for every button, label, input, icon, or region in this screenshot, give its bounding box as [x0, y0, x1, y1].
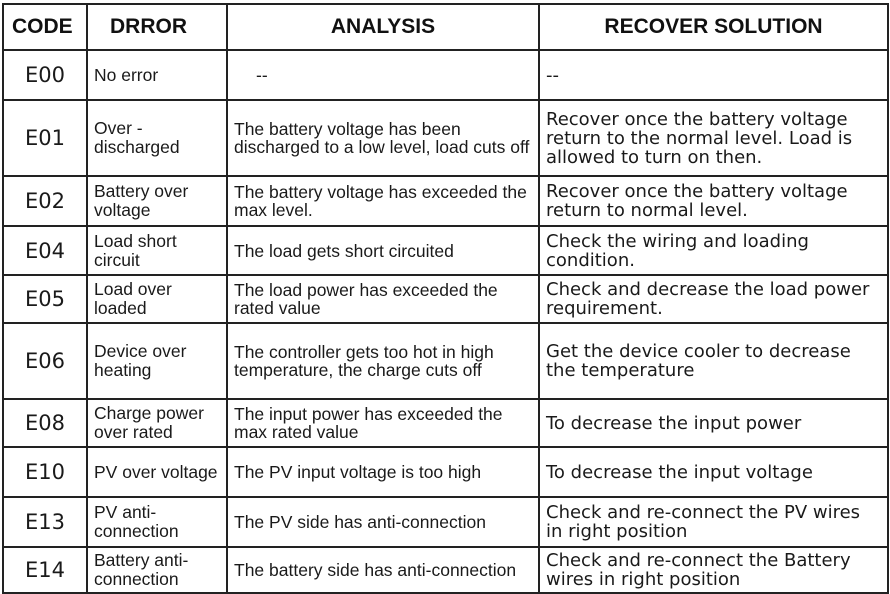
- error-name-cell: Charge power over rated: [87, 399, 227, 447]
- solution-cell: Recover once the battery voltage return to normal level.: [539, 176, 888, 226]
- table-row: [3, 100, 888, 176]
- table-row: [3, 323, 888, 399]
- table-row: [3, 176, 888, 226]
- header-row: [3, 4, 888, 50]
- error-name-cell: Device over heating: [87, 323, 227, 399]
- error-name-cell: Load short circuit: [87, 226, 227, 275]
- header-error: DRROR: [87, 4, 227, 50]
- error-code-cell: E06: [3, 323, 87, 399]
- header-code: CODE: [3, 4, 87, 50]
- error-code-table: [2, 3, 889, 594]
- error-code-cell: E01: [3, 100, 87, 176]
- analysis-cell: --: [227, 50, 539, 100]
- table-row: [3, 547, 888, 593]
- error-name-cell: No error: [87, 50, 227, 100]
- analysis-cell: The input power has exceeded the max rated value: [227, 399, 539, 447]
- table-header: [3, 4, 888, 50]
- error-name-cell: Over -discharged: [87, 100, 227, 176]
- error-name-cell: Battery anti-connection: [87, 547, 227, 593]
- header-analysis: ANALYSIS: [227, 4, 539, 50]
- error-code-cell: E00: [3, 50, 87, 100]
- header-solution: RECOVER SOLUTION: [539, 4, 888, 50]
- table-row: [3, 226, 888, 275]
- error-name-cell: PV over voltage: [87, 447, 227, 497]
- analysis-cell: The PV side has anti-connection: [227, 497, 539, 547]
- error-code-cell: E14: [3, 547, 87, 593]
- table-row: [3, 399, 888, 447]
- error-code-cell: E08: [3, 399, 87, 447]
- analysis-cell: The controller gets too hot in high temperature, the charge cuts off: [227, 323, 539, 399]
- analysis-cell: The battery voltage has been discharged to a low level, load cuts off: [227, 100, 539, 176]
- solution-cell: Check and re-connect the Battery wires in right position: [539, 547, 888, 593]
- error-code-cell: E02: [3, 176, 87, 226]
- analysis-cell: The battery voltage has exceeded the max level.: [227, 176, 539, 226]
- error-code-cell: E04: [3, 226, 87, 275]
- table-row: [3, 447, 888, 497]
- error-code-cell: E05: [3, 275, 87, 323]
- solution-cell: Get the device cooler to decrease the temperature: [539, 323, 888, 399]
- solution-cell: --: [539, 50, 888, 100]
- analysis-cell: The PV input voltage is too high: [227, 447, 539, 497]
- error-name-cell: Battery over voltage: [87, 176, 227, 226]
- solution-cell: To decrease the input voltage: [539, 447, 888, 497]
- solution-cell: Check and re-connect the PV wires in right position: [539, 497, 888, 547]
- error-code-cell: E13: [3, 497, 87, 547]
- error-name-cell: Load over loaded: [87, 275, 227, 323]
- table-body: [3, 50, 888, 593]
- table-row: [3, 497, 888, 547]
- analysis-cell: The load power has exceeded the rated value: [227, 275, 539, 323]
- table-row: [3, 50, 888, 100]
- table-row: [3, 275, 888, 323]
- error-code-cell: E10: [3, 447, 87, 497]
- solution-cell: To decrease the input power: [539, 399, 888, 447]
- analysis-cell: The load gets short circuited: [227, 226, 539, 275]
- error-name-cell: PV anti-connection: [87, 497, 227, 547]
- solution-cell: Check the wiring and loading condition.: [539, 226, 888, 275]
- analysis-cell: The battery side has anti-connection: [227, 547, 539, 593]
- solution-cell: Check and decrease the load power requirement.: [539, 275, 888, 323]
- solution-cell: Recover once the battery voltage return to the normal level. Load is allowed to turn on then.: [539, 100, 888, 176]
